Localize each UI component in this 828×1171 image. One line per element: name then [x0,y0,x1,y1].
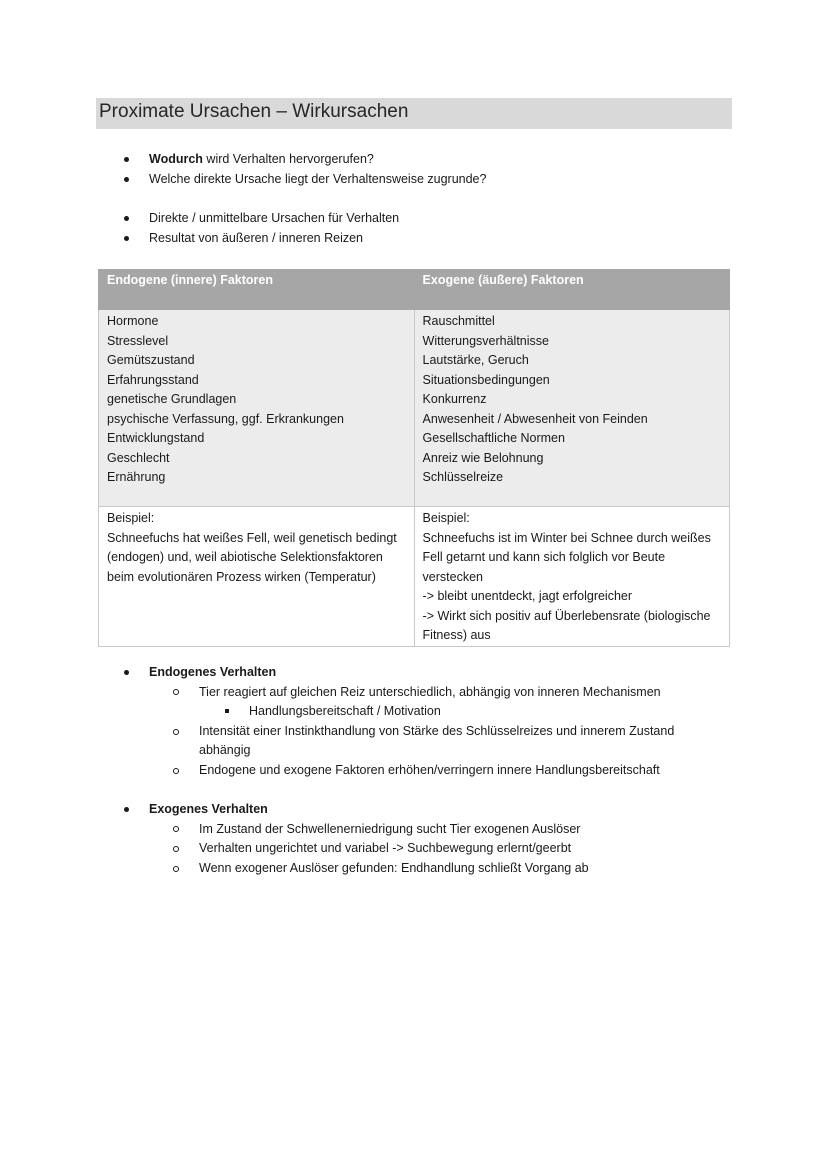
table-row-examples [99,507,730,647]
header-endogen: Endogene (innere) Faktoren [99,270,415,310]
list-item: Konkurrenz [422,392,487,406]
bullet-dot-icon [124,670,129,675]
list-item: psychische Verfassung, ggf. Erkrankungen [107,411,344,426]
example-line: beim evolutionären Prozess wirken (Temperatur) [107,569,376,584]
endogenes-item-2: Intensität einer Instinkthandlung von Stärke des Schlüsselreizes und innerem Zustand [199,724,675,738]
list-item: Gemütszustand [107,353,195,367]
example-line: verstecken [422,569,483,584]
example-line: -> Wirkt sich positiv auf Überlebensrate (biologische [422,608,711,623]
list-item: Lautstärke, Geruch [422,353,529,367]
endogenes-item-2-cont: abhängig [199,743,251,757]
header-exogen: Exogene (äußere) Faktoren [414,270,729,310]
endogenes-item-1: Tier reagiert auf gleichen Reiz unterschiedlich, abhängig von inneren Mechanismen [199,685,661,699]
endogenes-heading: Endogenes Verhalten [149,665,277,679]
table-row-factors [99,310,730,507]
list-item: Situationsbedingungen [422,372,550,387]
title-bar [96,98,732,129]
example-line: Beispiel: [422,511,470,525]
list-item: Stresslevel [107,333,169,348]
bullet-dot-icon [124,157,129,162]
list-item: Schlüsselreize [422,470,504,484]
bullet-dot-icon [124,236,129,241]
list-item: Anreiz wie Belohnung [422,450,544,465]
list-item: Ernährung [107,470,166,484]
bullet-circle-icon [173,826,179,832]
exogenes-item-1: Im Zustand der Schwellenerniedrigung sucht Tier exogenen Auslöser [199,822,581,836]
intro-bullet-1-text: wird Verhalten hervorgerufen? [202,152,374,166]
bullet-circle-icon [173,729,179,735]
list-item: Erfahrungsstand [107,372,199,387]
list-item: Witterungsverhältnisse [422,333,549,348]
intro-bullet-1 [149,151,374,167]
example-line: -> bleibt unentdeckt, jagt erfolgreicher [422,589,633,603]
endogenes-item-3: Endogene und exogene Faktoren erhöhen/verringern innere Handlungsbereitschaft [199,763,660,777]
example-line: Schneefuchs hat weißes Fell, weil genetisch bedingt [107,530,397,545]
table-header-row [99,270,730,310]
example-line: Fitness) aus [422,628,491,642]
example-line: (endogen) und, weil abiotische Selektionsfaktoren [107,550,383,564]
bullet-circle-icon [173,689,179,695]
factors-table [98,269,730,647]
page-title: Proximate Ursachen – Wirkursachen [99,101,409,122]
exogenes-heading: Exogenes Verhalten [149,802,268,816]
list-item: Anwesenheit / Abwesenheit von Feinden [422,411,648,426]
bullet-dot-icon [124,216,129,221]
cell-example-exogen [414,507,729,647]
cell-example-endogen [99,507,415,647]
cell-endogen-factors [99,310,415,507]
example-line: Schneefuchs ist im Winter bei Schnee durch weißes [422,530,711,545]
bullet-dot-icon [124,177,129,182]
list-item: Hormone [107,314,159,328]
list-item: Gesellschaftliche Normen [422,431,565,445]
intro-bullet-3: Direkte / unmittelbare Ursachen für Verhalten [149,211,400,225]
endogenes-subitem-1: Handlungsbereitschaft / Motivation [249,704,441,718]
exogenes-item-2: Verhalten ungerichtet und variabel -> Suchbewegung erlernt/geerbt [199,841,572,855]
list-item: Entwicklungstand [107,431,205,445]
bullet-circle-icon [173,846,179,852]
intro-bullet-1-bold: Wodurch [149,152,203,166]
intro-bullet-2: Welche direkte Ursache liegt der Verhaltensweise zugrunde? [149,172,487,186]
cell-exogen-factors [414,310,729,507]
bullet-square-icon [225,709,229,713]
list-item: genetische Grundlagen [107,392,237,406]
bullet-dot-icon [124,807,129,812]
list-item: Geschlecht [107,450,170,465]
example-line: Beispiel: [107,511,155,525]
bullet-circle-icon [173,866,179,872]
example-line: Fell getarnt und kann sich folglich vor Beute [422,550,666,564]
exogenes-item-3: Wenn exogener Auslöser gefunden: Endhandlung schließt Vorgang ab [199,861,589,875]
list-item: Rauschmittel [422,314,495,328]
intro-bullet-4: Resultat von äußeren / inneren Reizen [149,231,364,245]
bullet-circle-icon [173,768,179,774]
